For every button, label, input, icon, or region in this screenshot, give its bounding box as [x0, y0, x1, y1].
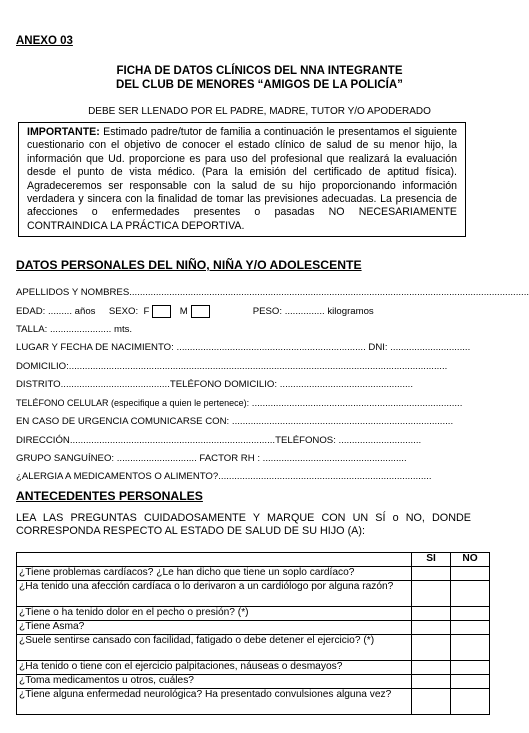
sex-f-checkbox[interactable]: [152, 305, 171, 318]
important-label: IMPORTANTE:: [27, 126, 100, 138]
field-factor-label: FACTOR RH :: [199, 453, 260, 464]
field-anos-label: años: [74, 306, 96, 317]
table-row: [17, 675, 490, 689]
form-title-line1: FICHA DE DATOS CLÍNICOS DEL NNA INTEGRANTE: [116, 65, 403, 77]
section-personal-data-title: DATOS PERSONALES DEL NIÑO, NIÑA Y/O ADOLESCENTE: [16, 258, 362, 272]
no-cell[interactable]: [451, 567, 490, 581]
table-header-row: [17, 553, 490, 567]
field-sexo-label: SEXO:: [108, 306, 139, 317]
question-cell: ¿Tiene problemas cardíacos? ¿Le han dicho que tiene un soplo cardíaco?: [17, 567, 412, 581]
field-dni-label: DNI:: [368, 342, 388, 353]
no-cell[interactable]: [451, 581, 490, 607]
field-domicilio[interactable]: DOMICILIO:..............................................................................................................................................: [16, 361, 448, 372]
question-cell: ¿Toma medicamentos u otros, cuáles?: [17, 675, 412, 689]
field-alergia[interactable]: ¿ALERGIA A MEDICAMENTOS O ALIMENTO?................................................................................: [16, 471, 432, 482]
si-cell[interactable]: [412, 607, 451, 621]
table-row: [17, 607, 490, 621]
field-urgencia-label: EN CASO DE URGENCIA COMUNICARSE CON:: [16, 416, 230, 427]
no-cell[interactable]: [451, 635, 490, 661]
question-cell: ¿Tiene Asma?: [17, 621, 412, 635]
field-peso-label: PESO:: [252, 306, 283, 317]
field-talla-label: TALLA:: [16, 324, 48, 335]
field-domicilio-label: DOMICILIO:: [16, 361, 69, 372]
question-header-cell: [17, 553, 412, 567]
si-cell[interactable]: [412, 567, 451, 581]
si-cell[interactable]: [412, 661, 451, 675]
field-distrito-label: DISTRITO: [16, 379, 61, 390]
field-edad-label: EDAD:: [16, 306, 46, 317]
form-subtitle: DEBE SER LLENADO POR EL PADRE, MADRE, TUTOR Y/O APODERADO: [88, 106, 431, 117]
table-row: [17, 581, 490, 607]
field-talla[interactable]: TALLA: ....................... mts.: [16, 324, 133, 335]
field-telefonos-label: TELÉFONOS:: [275, 435, 336, 446]
question-cell: ¿Tiene o ha tenido dolor en el pecho o presión? (*): [17, 607, 412, 621]
question-cell: ¿Tiene alguna enfermedad neurológica? Ha presentado convulsiones alguna vez?: [17, 689, 412, 715]
field-distrito-telefono[interactable]: DISTRITO.........................................TELÉFONO DOMICILIO: ..................................................: [16, 379, 414, 390]
question-cell: ¿Ha tenido o tiene con el ejercicio palpitaciones, náuseas o desmayos?: [17, 661, 412, 675]
si-cell[interactable]: [412, 689, 451, 715]
no-header: NO: [451, 553, 490, 567]
no-cell[interactable]: [451, 661, 490, 675]
section-antecedentes-title: ANTECEDENTES PERSONALES: [16, 489, 203, 503]
si-cell[interactable]: [412, 675, 451, 689]
field-apellidos[interactable]: APELLIDOS Y NOMBRES......................................................................................................................................................: [16, 287, 529, 298]
field-urgencia[interactable]: EN CASO DE URGENCIA COMUNICARSE CON: ...................................................................................: [16, 416, 454, 427]
si-cell[interactable]: [412, 635, 451, 661]
sex-f-label: F: [143, 306, 150, 317]
question-cell: ¿Suele sentirse cansado con facilidad, fatigado o debe detener el ejercicio? (*): [17, 635, 412, 661]
field-edad-sexo-peso: EDAD: ......... años SEXO: F M PESO: ............... kilogramos: [16, 306, 374, 317]
no-cell[interactable]: [451, 689, 490, 715]
field-direccion-telefonos[interactable]: DIRECCIÓN.............................................................................TELÉFONOS: ...............................: [16, 435, 422, 446]
field-direccion-label: DIRECCIÓN: [16, 435, 70, 446]
field-apellidos-label: APELLIDOS Y NOMBRES: [16, 287, 130, 298]
table-row: [17, 689, 490, 715]
table-row: [17, 621, 490, 635]
field-lugar-label: LUGAR Y FECHA DE NACIMIENTO:: [16, 342, 174, 353]
table-row: [17, 635, 490, 661]
field-mts-label: mts.: [113, 324, 133, 335]
no-cell[interactable]: [451, 675, 490, 689]
field-grupo-factor[interactable]: GRUPO SANGUÍNEO: .............................. FACTOR RH : ......................................................: [16, 453, 407, 464]
instructions-text: LEA LAS PREGUNTAS CUIDADOSAMENTE Y MARQUE CON UN SÍ o NO, DONDE CORRESPONDA RESPECTO AL ESTADO DE SALUD DE SU HIJO (A):: [16, 512, 471, 537]
no-cell[interactable]: [451, 621, 490, 635]
no-cell[interactable]: [451, 607, 490, 621]
table-row: [17, 661, 490, 675]
field-alergia-label: ¿ALERGIA A MEDICAMENTOS O ALIMENTO?: [16, 471, 219, 482]
table-row: [17, 567, 490, 581]
important-text: Estimado padre/tutor de familia a continuación le presentamos el siguiente cuestionario con el objetivo de conocer el estado clínico de salud de su menor hijo, la información que Ud. proporcione es para uso del profesional que realizará la evaluación desde el punto de vista médico. (Para la emisión del certificado de aptitud física). Agradeceremos ser responsable con la salud de su hijo proporcionando información verdadera y sincera con la finalidad de tomar las previsiones adecuadas. La presencia de afecciones o enfermedades presentes o pasadas NO NECESARIAMENTE CONTRAINDICA LA PRÁCTICA DEPORTIVA.: [27, 126, 457, 232]
annex-label: ANEXO 03: [16, 35, 73, 47]
field-lugar-dni[interactable]: LUGAR Y FECHA DE NACIMIENTO: ....................................................................... DNI: ..............................: [16, 342, 471, 353]
si-header: SI: [412, 553, 451, 567]
sex-m-checkbox[interactable]: [191, 305, 210, 318]
question-cell: ¿Ha tenido una afección cardíaca o lo derivaron a un cardiólogo por alguna razón?: [17, 581, 412, 607]
form-title-line2: DEL CLUB DE MENORES “AMIGOS DE LA POLICÍA”: [116, 79, 403, 91]
field-grupo-label: GRUPO SANGUÍNEO:: [16, 453, 115, 464]
si-cell[interactable]: [412, 581, 451, 607]
field-telefono-celular-label: TELÉFONO CELULAR (especifique a quien le pertenece):: [16, 398, 250, 408]
sex-m-label: M: [179, 306, 188, 317]
si-cell[interactable]: [412, 621, 451, 635]
field-telefono-celular[interactable]: TELÉFONO CELULAR (especifique a quien le pertenece): ...............................................................................: [16, 398, 463, 409]
health-questions-table: [16, 552, 490, 715]
field-telefono-domicilio-label: TELÉFONO DOMICILIO:: [169, 379, 278, 390]
important-notice-box: [18, 122, 466, 237]
field-kilogramos-label: kilogramos: [327, 306, 374, 317]
